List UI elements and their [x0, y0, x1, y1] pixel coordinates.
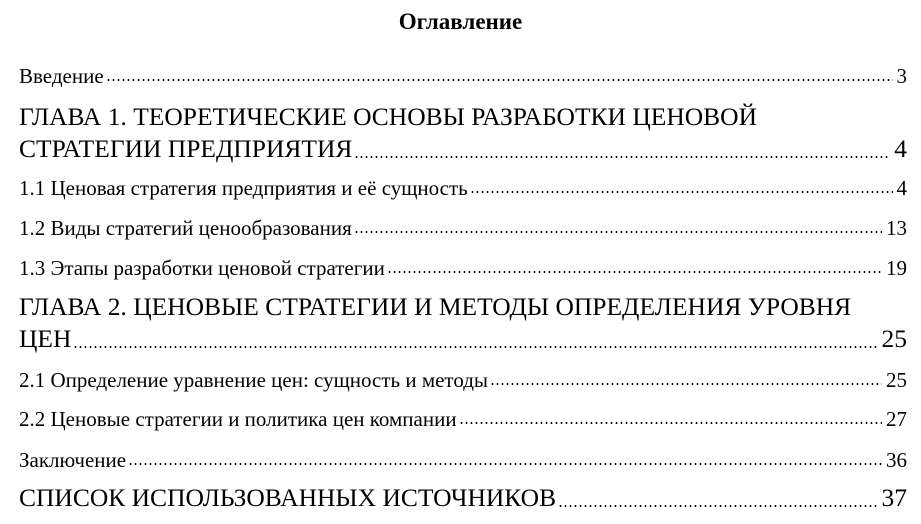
toc-page-number: 4: [894, 134, 907, 163]
toc-page-number: 27: [886, 407, 907, 431]
toc-entry-introduction[interactable]: [19, 64, 907, 88]
toc-entry-text: Заключение: [19, 448, 127, 472]
toc-entry-references[interactable]: [19, 482, 907, 514]
toc-entry-text: 1.1 Ценовая стратегия предприятия и её сущность: [19, 176, 468, 200]
toc-entry-text: ЦЕН: [19, 324, 72, 353]
toc-entry-section-1-3[interactable]: [19, 256, 907, 280]
dot-leader: [73, 346, 877, 348]
toc-entry-section-2-2[interactable]: [19, 407, 907, 431]
toc-entry-text: СТРАТЕГИИ ПРЕДПРИЯТИЯ: [19, 134, 353, 163]
dot-leader: [354, 231, 882, 233]
toc-entry-chapter-1[interactable]: [19, 101, 907, 165]
toc-page-number: 19: [886, 256, 907, 280]
toc-entry-text: 1.3 Этапы разработки ценовой стратегии: [19, 256, 385, 280]
toc-page-number: 25: [881, 324, 907, 353]
dot-leader: [459, 422, 882, 424]
toc-entry-section-2-1[interactable]: [19, 368, 907, 392]
dot-leader: [106, 79, 893, 81]
toc-entry-text: 2.2 Ценовые стратегии и политика цен компании: [19, 407, 457, 431]
toc-page-number: 36: [886, 448, 907, 472]
toc-entry-section-1-2[interactable]: [19, 216, 907, 240]
toc-entry-conclusion[interactable]: [19, 448, 907, 472]
toc-entry-text-line1: ГЛАВА 2. ЦЕНОВЫЕ СТРАТЕГИИ И МЕТОДЫ ОПРЕДЕЛЕНИЯ УРОВНЯ: [19, 292, 852, 321]
toc-entry-text: 2.1 Определение уравнение цен: сущность и методы: [19, 368, 489, 392]
dot-leader: [387, 271, 882, 273]
toc-page-number: 4: [896, 176, 907, 200]
toc-page-number: 25: [886, 368, 907, 392]
toc-entry-text: 1.2 Виды стратегий ценообразования: [19, 216, 352, 240]
dot-leader: [558, 505, 877, 507]
dot-leader: [470, 191, 893, 193]
dot-leader: [354, 156, 890, 158]
toc-page-number: 37: [881, 483, 907, 512]
toc-entry-text-line1: ГЛАВА 1. ТЕОРЕТИЧЕСКИЕ ОСНОВЫ РАЗРАБОТКИ ЦЕНОВОЙ: [19, 102, 757, 131]
toc-entry-text: СПИСОК ИСПОЛЬЗОВАННЫХ ИСТОЧНИКОВ: [19, 483, 557, 512]
toc-entry-chapter-2[interactable]: [19, 291, 907, 355]
toc-page-number: 3: [896, 64, 907, 88]
dot-leader: [128, 463, 882, 465]
toc-entry-text: Введение: [19, 64, 104, 88]
toc-title: Оглавление: [398, 9, 523, 34]
toc-entry-section-1-1[interactable]: [19, 176, 907, 200]
dot-leader: [490, 383, 882, 385]
toc-page-number: 13: [886, 216, 907, 240]
